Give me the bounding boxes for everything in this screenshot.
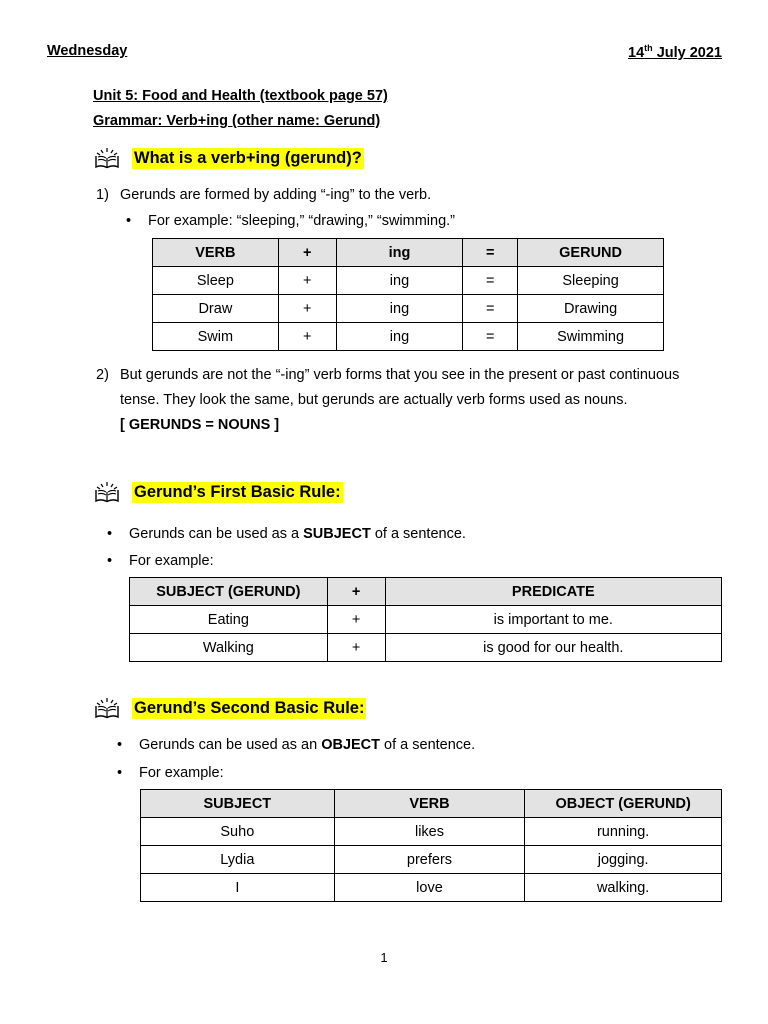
bullet2-text: For example: xyxy=(129,553,214,569)
header-cell: SUBJECT xyxy=(141,790,335,818)
bullet1-pre: Gerunds can be used as a xyxy=(129,526,304,542)
header-cell: + xyxy=(278,239,336,267)
section3-heading xyxy=(93,696,366,720)
point2-line2: tense. They look the same, but gerunds are actually verb forms used as nouns. xyxy=(120,392,628,408)
table-header-row xyxy=(141,790,722,818)
section2-bullet1: • Gerunds can be used as a SUBJECT of a sentence. xyxy=(107,526,466,542)
table-cell: Walking xyxy=(130,634,328,662)
table-cell: Sleeping xyxy=(518,267,664,295)
table-row xyxy=(141,818,722,846)
section1-heading xyxy=(93,146,364,170)
section2-heading xyxy=(93,480,343,504)
open-book-icon xyxy=(93,696,121,720)
table-cell: = xyxy=(463,267,518,295)
header-cell: = xyxy=(463,239,518,267)
grammar-title: Grammar: Verb+ing (other name: Gerund) xyxy=(93,113,381,129)
table-cell: + xyxy=(327,606,385,634)
header-cell: + xyxy=(327,578,385,606)
table-cell: ing xyxy=(336,323,463,351)
table-cell: = xyxy=(463,295,518,323)
table-row xyxy=(130,606,722,634)
bullet1-post: of a sentence. xyxy=(380,737,476,753)
section2-title: Gerund’s First Basic Rule: xyxy=(134,482,341,501)
point2-number: 2) xyxy=(96,367,109,383)
header-day: Wednesday xyxy=(47,43,128,59)
table-row xyxy=(153,267,664,295)
table-cell: Suho xyxy=(141,818,335,846)
table-cell: Draw xyxy=(153,295,279,323)
table-cell: Lydia xyxy=(141,846,335,874)
table-cell: I xyxy=(141,874,335,902)
table-cell: love xyxy=(334,874,525,902)
table-cell: running. xyxy=(525,818,722,846)
table-cell: ing xyxy=(336,295,463,323)
table-cell: Swim xyxy=(153,323,279,351)
table-cell: + xyxy=(278,323,336,351)
page-number: 1 xyxy=(380,950,388,965)
table-cell: + xyxy=(327,634,385,662)
section2-bullet2: • For example: xyxy=(107,553,214,569)
bullet1-post: of a sentence. xyxy=(370,526,466,542)
point1 xyxy=(96,183,431,208)
table-cell: ing xyxy=(336,267,463,295)
example-text: For example: “sleeping,” “drawing,” “swimming.” xyxy=(148,213,455,229)
bullet1-pre: Gerunds can be used as an xyxy=(139,737,322,753)
gerund-formation-table xyxy=(152,238,664,351)
table-cell: is good for our health. xyxy=(385,634,721,662)
header-cell: GERUND xyxy=(518,239,664,267)
header-cell: VERB xyxy=(334,790,525,818)
bullet1-bold: OBJECT xyxy=(321,737,381,753)
open-book-icon xyxy=(93,480,121,504)
date-day: 14 xyxy=(628,44,645,61)
bullet2-text: For example: xyxy=(139,765,224,781)
table-row xyxy=(130,634,722,662)
point2-line1: But gerunds are not the “-ing” verb forms that you see in the present or past continuous xyxy=(120,367,680,383)
table-cell: Sleep xyxy=(153,267,279,295)
date-rest: July 2021 xyxy=(652,44,722,61)
object-gerund-table xyxy=(140,789,722,902)
table-cell: prefers xyxy=(334,846,525,874)
section1-title: What is a verb+ing (gerund)? xyxy=(134,148,362,167)
table-cell: + xyxy=(278,295,336,323)
subject-gerund-table xyxy=(129,577,722,662)
section3-title: Gerund’s Second Basic Rule: xyxy=(134,698,365,717)
header-date xyxy=(628,43,722,61)
header-cell: VERB xyxy=(153,239,279,267)
point2-line3: [ GERUNDS = NOUNS ] xyxy=(120,417,280,433)
point1-text: Gerunds are formed by adding “-ing” to the verb. xyxy=(120,187,432,203)
table-cell: + xyxy=(278,267,336,295)
table-row xyxy=(153,295,664,323)
open-book-icon xyxy=(93,146,121,170)
table-header-row xyxy=(130,578,722,606)
table-cell: is important to me. xyxy=(385,606,721,634)
point1-number: 1) xyxy=(96,187,109,203)
table-cell: Swimming xyxy=(518,323,664,351)
date-suffix: th xyxy=(644,43,653,53)
table-cell: Eating xyxy=(130,606,328,634)
bullet1-bold: SUBJECT xyxy=(303,526,371,542)
table-row xyxy=(141,846,722,874)
table-cell: Drawing xyxy=(518,295,664,323)
table-cell: = xyxy=(463,323,518,351)
point1-example: • For example: “sleeping,” “drawing,” “swimming.” xyxy=(126,213,455,229)
table-header-row xyxy=(153,239,664,267)
header-cell: SUBJECT (GERUND) xyxy=(130,578,328,606)
section3-bullet1: • Gerunds can be used as an OBJECT of a sentence. xyxy=(117,737,476,753)
table-cell: likes xyxy=(334,818,525,846)
section3-bullet2: • For example: xyxy=(117,765,224,781)
header-cell: OBJECT (GERUND) xyxy=(525,790,722,818)
table-row xyxy=(141,874,722,902)
table-row xyxy=(153,323,664,351)
table-cell: jogging. xyxy=(525,846,722,874)
table-cell: walking. xyxy=(525,874,722,902)
unit-title: Unit 5: Food and Health (textbook page 57) xyxy=(93,88,388,104)
point2 xyxy=(96,363,679,388)
header-cell: PREDICATE xyxy=(385,578,721,606)
header-cell: ing xyxy=(336,239,463,267)
